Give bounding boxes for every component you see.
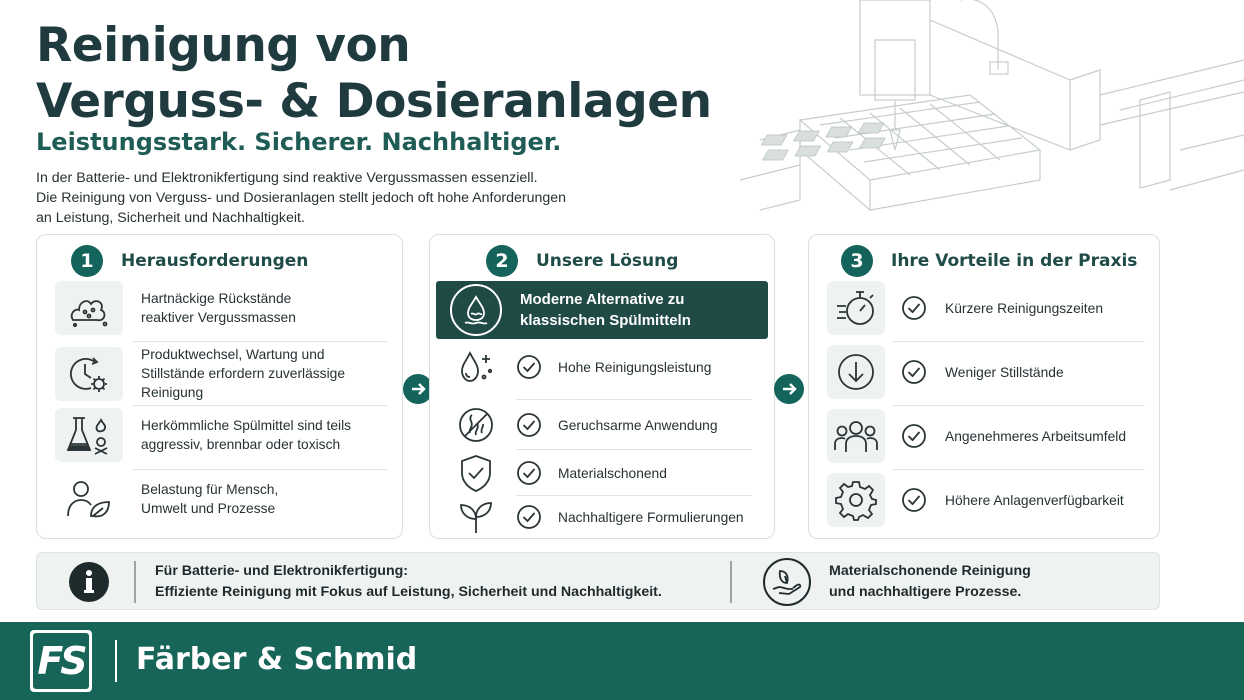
solution-item <box>448 405 718 445</box>
solution-item <box>448 499 744 535</box>
divider <box>516 449 752 450</box>
divider <box>730 561 732 603</box>
residue-icon <box>55 281 123 335</box>
page-subtitle: Leistungsstark. Sicherer. Nachhaltiger. <box>36 128 562 156</box>
info-bar <box>36 552 1160 610</box>
challenge-item <box>55 408 351 462</box>
divider <box>516 495 752 496</box>
company-logo <box>30 630 92 692</box>
step-number: 3 <box>841 245 873 277</box>
info-text-2: Effiziente Reinigung mit Fokus auf Leistung, Sicherheit und Nachhaltigkeit. <box>155 584 662 600</box>
info-right-text-1: Materialschonende Reinigung <box>829 563 1031 579</box>
divider <box>893 341 1145 342</box>
benefit-item <box>827 473 1124 527</box>
intro-line-1: In der Batterie- und Elektronikfertigung sind reaktive Vergussmassen essenziell. <box>36 170 538 186</box>
challenge-text-2: reaktiver Vergussmassen <box>141 310 296 325</box>
challenge-text-2: aggressiv, brennbar oder toxisch <box>141 437 341 452</box>
info-text-1: Für Batterie- und Elektronikfertigung: <box>155 563 409 579</box>
shield-check-icon <box>448 453 504 493</box>
banner-line-2: klassischen Spülmitteln <box>520 312 691 329</box>
title-line-2: Verguss- & Dosieranlagen <box>36 74 712 129</box>
solution-text: Materialschonend <box>558 465 667 481</box>
hazard-flask-icon <box>55 408 123 462</box>
water-droplet-icon <box>450 284 502 336</box>
check-circle-icon <box>516 412 542 438</box>
intro-line-2: Die Reinigung von Verguss- und Dosieranlagen stellt jedoch oft hohe Anforderungen <box>36 190 567 206</box>
divider <box>115 640 117 682</box>
challenge-item <box>55 345 402 402</box>
solution-card <box>429 234 775 539</box>
page-title <box>36 18 712 130</box>
benefit-item <box>827 345 1064 399</box>
divider <box>893 469 1145 470</box>
title-line-1: Reinigung von <box>36 18 411 73</box>
solution-item <box>448 453 667 493</box>
benefit-text: Kürzere Reinigungszeiten <box>945 300 1103 316</box>
check-circle-icon <box>901 487 927 513</box>
challenge-text-1: Herkömmliche Spülmittel sind teils <box>141 418 352 433</box>
solution-text: Geruchsarme Anwendung <box>558 417 718 433</box>
challenge-text-2: Umwelt und Prozesse <box>141 501 276 516</box>
challenges-card <box>36 234 403 539</box>
challenge-item <box>55 472 278 526</box>
no-odor-icon <box>448 405 504 445</box>
gear-icon <box>827 473 885 527</box>
intro-line-3: an Leistung, Sicherheit und Nachhaltigkeit. <box>36 210 305 226</box>
arrow-down-circle-icon <box>827 345 885 399</box>
divider <box>133 469 387 470</box>
benefits-header <box>841 245 1137 277</box>
solution-item <box>448 347 711 387</box>
divider <box>893 405 1145 406</box>
info-right-text-2: und nachhaltigere Prozesse. <box>829 584 1022 600</box>
banner-line-1: Moderne Alternative zu <box>520 291 685 308</box>
logo-text: FS <box>33 633 89 689</box>
person-leaf-icon <box>55 472 123 526</box>
check-circle-icon <box>901 423 927 449</box>
solution-text: Hohe Reinigungsleistung <box>558 359 712 375</box>
divider <box>516 399 752 400</box>
challenge-text-2: Stillstände erfordern zuverlässige Reinigung <box>141 366 345 400</box>
challenge-text-1: Belastung für Mensch, <box>141 482 279 497</box>
benefit-item <box>827 409 1126 463</box>
droplet-sparkle-icon <box>448 347 504 387</box>
leaf-icon <box>448 499 504 535</box>
check-circle-icon <box>516 504 542 530</box>
challenges-header <box>71 245 308 277</box>
challenges-title: Herausforderungen <box>121 251 309 271</box>
check-circle-icon <box>901 295 927 321</box>
dispensing-machine-illustration <box>740 0 1244 240</box>
benefit-text: Höhere Anlagenverfügbarkeit <box>945 492 1124 508</box>
challenge-item <box>55 281 296 335</box>
divider <box>134 561 136 603</box>
check-circle-icon <box>516 354 542 380</box>
divider <box>133 341 387 342</box>
challenge-text-1: Hartnäckige Rückstände <box>141 291 292 306</box>
benefit-text: Angenehmeres Arbeitsumfeld <box>945 428 1126 444</box>
step-number: 2 <box>486 245 518 277</box>
check-circle-icon <box>516 460 542 486</box>
divider <box>133 405 387 406</box>
footer <box>0 622 1244 700</box>
info-icon <box>69 562 109 602</box>
stopwatch-icon <box>827 281 885 335</box>
challenge-text-1: Produktwechsel, Wartung und <box>141 347 325 362</box>
arrow-right-icon <box>774 374 804 404</box>
solution-header <box>486 245 678 277</box>
solution-text: Nachhaltigere Formulierungen <box>558 509 744 525</box>
solution-title: Unsere Lösung <box>536 251 679 271</box>
hand-leaf-icon <box>763 558 811 606</box>
company-name: Färber & Schmid <box>136 642 418 677</box>
team-icon <box>827 409 885 463</box>
step-number: 1 <box>71 245 103 277</box>
benefit-text: Weniger Stillstände <box>945 364 1064 380</box>
benefits-card <box>808 234 1160 539</box>
check-circle-icon <box>901 359 927 385</box>
clock-gear-icon <box>55 347 123 401</box>
benefit-item <box>827 281 1103 335</box>
solution-banner <box>436 281 768 339</box>
benefits-title: Ihre Vorteile in der Praxis <box>891 251 1138 271</box>
intro-text <box>36 168 636 228</box>
